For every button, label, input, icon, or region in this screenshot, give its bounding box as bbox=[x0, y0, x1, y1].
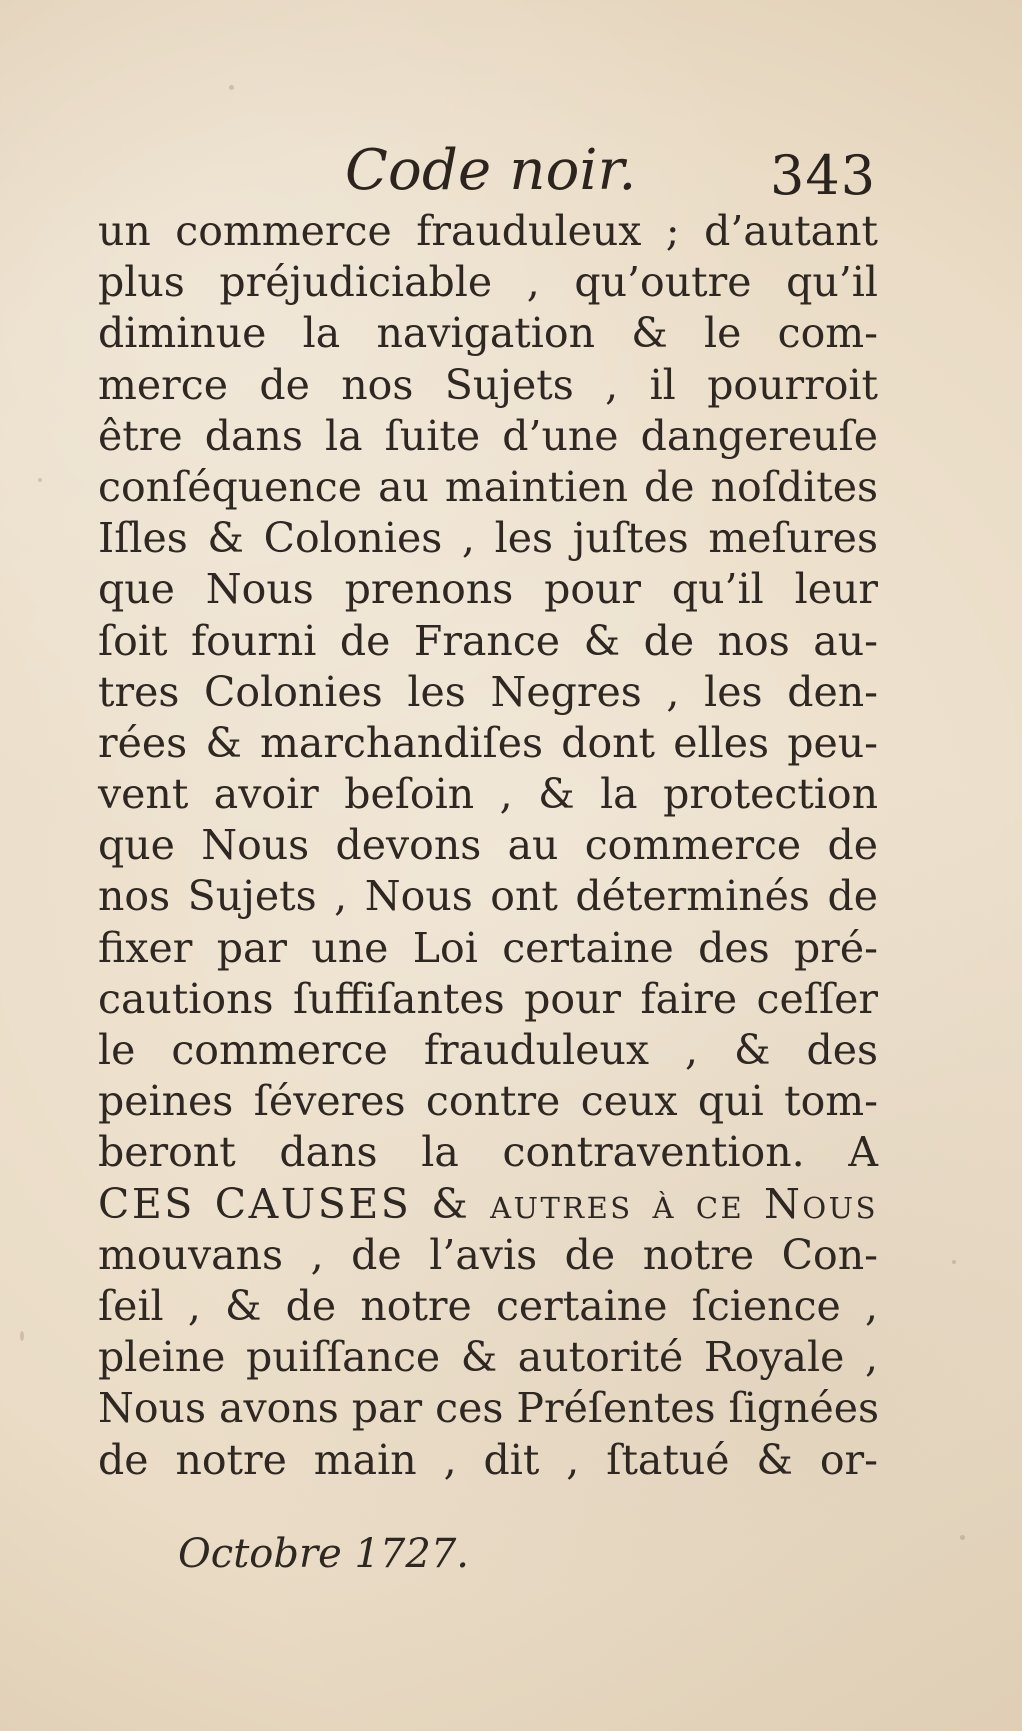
text-line: diminue la navigation & le com- bbox=[98, 309, 878, 358]
text-line: rées & marchandiſes dont elles peu- bbox=[98, 718, 878, 767]
footer-date: Octobre 1727. bbox=[178, 1531, 469, 1577]
text-line: Nous avons par ces Préſentes ſignées bbox=[98, 1384, 880, 1433]
text-line: conſéquence au maintien de noſdites bbox=[98, 462, 878, 511]
text-line: pleine puiſſance & autorité Royale , bbox=[98, 1333, 878, 1382]
body-text bbox=[98, 206, 878, 1486]
text-line: que Nous devons au commerce de bbox=[98, 821, 878, 870]
paper-speck bbox=[229, 85, 234, 90]
text-line: peines ſéveres contre ceux qui tom- bbox=[98, 1077, 878, 1126]
text-line: vent avoir beſoin , & la protection bbox=[98, 770, 878, 819]
page-number: 343 bbox=[770, 144, 877, 207]
text-line: mouvans , de l’avis de notre Con- bbox=[98, 1230, 878, 1279]
running-head: Code noir. bbox=[345, 138, 637, 203]
text-line: le commerce frauduleux , & des bbox=[98, 1026, 878, 1074]
text-line: ſeil , & de notre certaine ſcience , bbox=[98, 1281, 878, 1330]
text-line: cautions ſuffiſantes pour faire ceſſer bbox=[98, 974, 878, 1023]
text-line: Iſles & Colonies , les juſtes meſures bbox=[98, 514, 878, 563]
text-line: plus préjudiciable , qu’outre qu’il bbox=[98, 258, 878, 307]
paper-speck bbox=[952, 1260, 956, 1264]
text-line: tres Colonies les Negres , les den- bbox=[98, 667, 878, 716]
text-line: que Nous prenons pour qu’il leur bbox=[98, 565, 878, 614]
text-line: merce de nos Sujets , il pourroit bbox=[98, 360, 878, 409]
text-line: un commerce frauduleux ; d’autant bbox=[98, 207, 878, 255]
text-line: de notre main , dit , ſtatué & or- bbox=[98, 1435, 878, 1484]
page-header bbox=[330, 138, 900, 207]
text-line: ſoit fourni de France & de nos au- bbox=[98, 616, 878, 665]
text-line: beront dans la contravention. A bbox=[98, 1128, 878, 1177]
text-line: nos Sujets , Nous ont déterminés de bbox=[98, 872, 878, 921]
paper-speck bbox=[960, 1535, 965, 1540]
text-line: être dans la ſuite d’une dangereuſe bbox=[98, 411, 878, 460]
text-line: fixer par une Loi certaine des pré- bbox=[98, 923, 878, 972]
paper-speck bbox=[38, 478, 42, 482]
paper-speck bbox=[20, 1331, 24, 1341]
text-line: CES CAUSES & autres à ce Nous bbox=[98, 1179, 878, 1228]
